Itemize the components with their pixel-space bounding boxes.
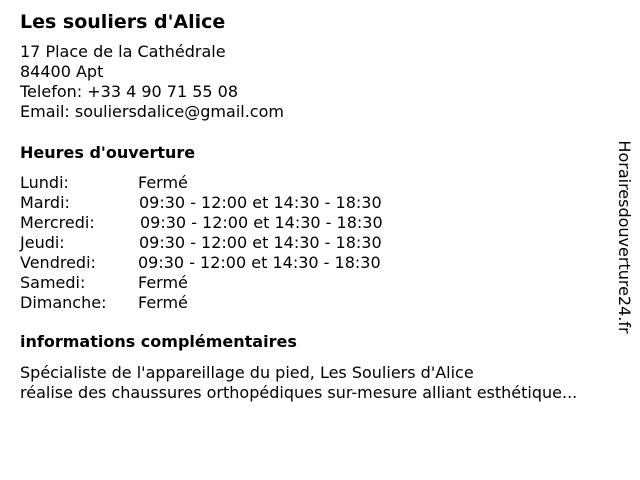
- day-label: Mercredi:: [20, 213, 95, 232]
- address-city: 84400 Apt: [20, 62, 104, 81]
- hours-row-thursday: [20, 233, 620, 253]
- business-card: [20, 10, 620, 403]
- day-hours: 09:30 - 12:00 et 14:30 - 18:30: [140, 213, 383, 232]
- day-hours: 09:30 - 12:00 et 14:30 - 18:30: [139, 233, 382, 252]
- opening-hours-title: Heures d'ouverture: [20, 143, 196, 162]
- day-label: Samedi:: [20, 273, 86, 292]
- opening-hours-list: [20, 173, 620, 313]
- day-label: Jeudi:: [20, 233, 65, 252]
- address-street: 17 Place de la Cathédrale: [20, 42, 226, 61]
- day-label: Dimanche:: [20, 293, 107, 312]
- hours-row-wednesday: [20, 213, 620, 233]
- day-hours: 09:30 - 12:00 et 14:30 - 18:30: [139, 193, 382, 212]
- business-name: Les souliers d'Alice: [20, 11, 226, 33]
- day-hours: Fermé: [138, 173, 188, 192]
- day-hours: Fermé: [138, 273, 188, 292]
- hours-row-monday: [20, 173, 620, 193]
- hours-row-friday: [20, 253, 620, 273]
- site-watermark: Horairesdouverture24.fr: [615, 140, 634, 334]
- hours-row-sunday: [20, 293, 620, 313]
- hours-row-saturday: [20, 273, 620, 293]
- phone-number: Telefon: +33 4 90 71 55 08: [20, 82, 239, 101]
- day-label: Lundi:: [20, 173, 69, 192]
- day-label: Mardi:: [20, 193, 70, 212]
- description-line-2: réalise des chaussures orthopédiques sur-mesure alliant esthétique...: [20, 383, 578, 402]
- additional-info-title: informations complémentaires: [20, 332, 297, 351]
- day-hours: Fermé: [138, 293, 188, 312]
- day-hours: 09:30 - 12:00 et 14:30 - 18:30: [138, 253, 381, 272]
- day-label: Vendredi:: [20, 253, 96, 272]
- email-address: Email: souliersdalice@gmail.com: [20, 102, 284, 121]
- hours-row-tuesday: [20, 193, 620, 213]
- description-line-1: Spécialiste de l'appareillage du pied, Les Souliers d'Alice: [20, 363, 474, 382]
